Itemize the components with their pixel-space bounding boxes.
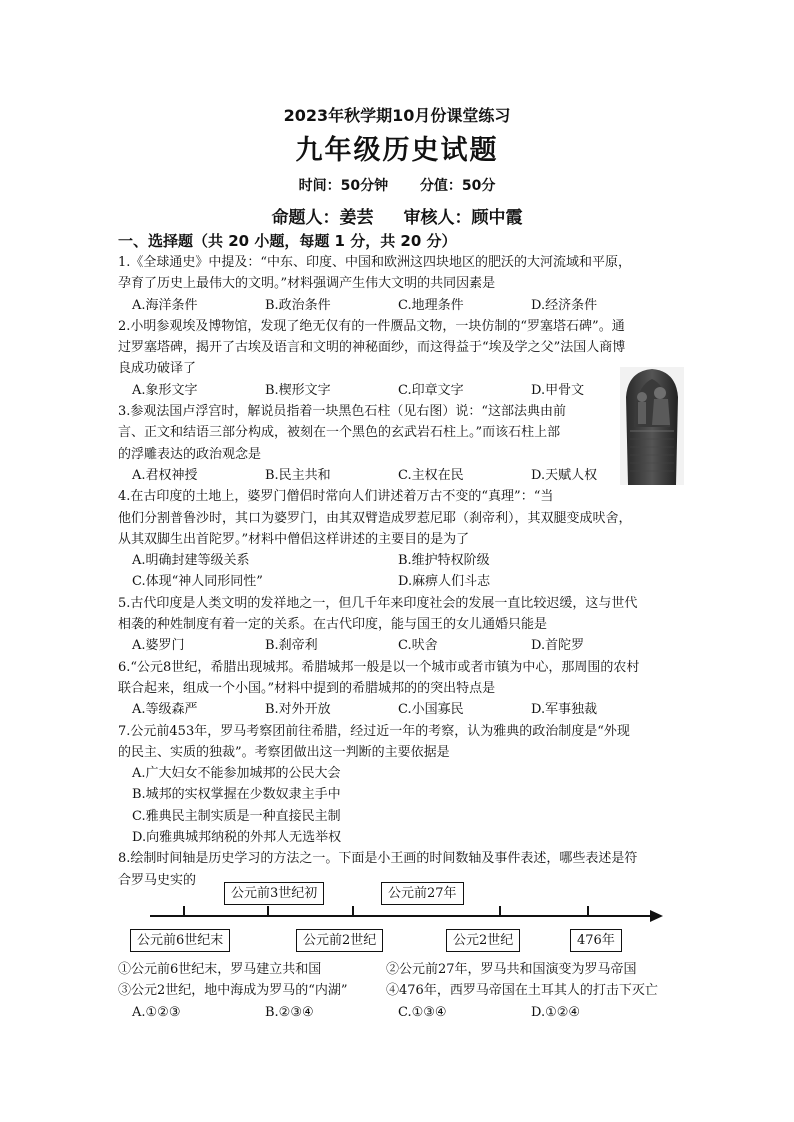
question-5: [118, 593, 678, 657]
option-b: B.对外开放: [265, 702, 331, 718]
question-line: 7.公元前453年，罗马考察团前往希腊，经过近一年的考察，认为雅典的政治制度是“外现: [118, 723, 630, 739]
question-line: 过罗塞塔碑，揭开了古埃及语言和文明的神秘面纱，而这得益于“埃及学之父”法国人商博: [118, 340, 626, 356]
statement-1: ①公元前6世纪末，罗马建立共和国: [118, 962, 322, 977]
exam-meta: [0, 175, 794, 195]
exam-title: 九年级历史试题: [295, 135, 499, 166]
exam-score: 分值：50分: [419, 178, 496, 194]
timeline-label-2nd-century-bc: 公元前2世纪: [296, 929, 383, 952]
question-line: 5.古代印度是人类文明的发祥地之一，但几千年来印度社会的发展一直比较迟缓，这与世代: [118, 595, 638, 611]
timeline-label-27bc: 公元前27年: [381, 882, 464, 905]
question-line: 孕育了历史上最伟大的文明。”材料强调产生伟大文明的共同因素是: [118, 276, 496, 292]
statement-2: ②公元前27年，罗马共和国演变为罗马帝国: [386, 962, 637, 977]
question-line: 的民主、实质的独裁”。考察团做出这一判断的主要依据是: [118, 744, 450, 760]
option-c: C.主权在民: [398, 467, 464, 483]
timeline-label-3rd-century-bc: 公元前3世纪初: [224, 882, 324, 905]
statement-4: ④476年，西罗马帝国在土耳其人的打击下灭亡: [386, 983, 658, 999]
options: [118, 1002, 678, 1023]
timeline-label-476: 476年: [570, 929, 622, 952]
statement-3: ③公元2世纪，地中海成为罗马的“内湖”: [118, 983, 348, 999]
option-c: C.吠舍: [398, 638, 438, 654]
options: [118, 699, 678, 720]
option-d: D.甲骨文: [531, 382, 585, 398]
question-list: [118, 252, 678, 891]
option-a: A.①②③: [132, 1004, 181, 1020]
option-c: C.印章文字: [398, 382, 464, 398]
question-line: 1.《全球通史》中提及：“中东、印度、中国和欧洲这四块地区的肥沃的大河流域和平原，: [118, 255, 632, 270]
question-1: [118, 252, 678, 316]
question-line: 联合起来，组成一个小国。”材料中提到的希腊城邦的的突出特点是: [118, 680, 496, 696]
question-2: [118, 316, 678, 401]
question-7: [118, 721, 678, 849]
exam-authors: [0, 203, 794, 228]
option-b: B.刹帝利: [265, 638, 318, 654]
question-line: 3.参观法国卢浮宫时，解说员指着一块黑色石柱（见右图）说：“这部法典由前: [118, 404, 567, 420]
question-line: 合罗马史实的: [118, 872, 197, 888]
options: [118, 295, 678, 316]
option-d: D.军事独裁: [531, 702, 598, 718]
option-c: C.地理条件: [398, 297, 464, 313]
options: [118, 763, 678, 848]
option-a: A.婆罗门: [132, 638, 185, 654]
option-b: B.政治条件: [265, 297, 331, 313]
timeline-label-2nd-century-ad: 公元2世纪: [446, 929, 520, 952]
question-line: 良成功破译了: [118, 361, 197, 377]
option-c: C.小国寡民: [398, 702, 464, 718]
option-a: A.海洋条件: [132, 297, 198, 313]
option-a: A.明确封建等级关系: [132, 553, 250, 569]
question-line: 从其双脚生出首陀罗。”材料中僧侣这样讲述的主要目的是为了: [118, 531, 470, 547]
exam-author: 命题人：姜芸: [271, 208, 374, 228]
option-b: B.②③④: [265, 1004, 314, 1020]
option-a: A.等级森严: [132, 702, 198, 718]
question-line: 相袭的种姓制度有着一定的关系。在古代印度，能与国王的女儿通婚只能是: [118, 617, 548, 633]
question-line: 的浮雕表达的政治观念是: [118, 446, 262, 462]
statement-row: [118, 959, 678, 980]
statement-row: [118, 980, 678, 1001]
hammurabi-stele-icon: [620, 367, 684, 485]
timeline-label-6th-century-bc: 公元前6世纪末: [130, 929, 230, 952]
options: [118, 550, 678, 593]
options: [118, 635, 678, 656]
option-d: D.①②④: [531, 1004, 581, 1020]
option-c: C.体现“神人同形同性”: [132, 574, 263, 590]
question-line: 他们分割普鲁沙时，其口为婆罗门，由其双臂造成罗惹尼耶（刹帝利），其双腿变成吠舍，: [118, 510, 632, 526]
question-line: 4.在古印度的土地上，婆罗门僧侣时常向人们讲述着万古不变的“真理”：“当: [118, 489, 554, 505]
exam-reviewer: 审核人：顾中霞: [403, 208, 523, 228]
options: [118, 465, 678, 486]
option-a: A.象形文字: [132, 382, 198, 398]
question-line: 言、正文和结语三部分构成，被刻在一个黑色的玄武岩石柱上。”而该石柱上部: [118, 425, 561, 441]
question-4: [118, 486, 678, 592]
question-line: 6.“公元8世纪，希腊出现城邦。希腊城邦一般是以一个城市或者市镇为中心，那周围的农村: [118, 659, 640, 675]
option-a: A.广大妇女不能参加城邦的公民大会: [132, 766, 341, 782]
option-b: B.民主共和: [265, 467, 331, 483]
timeline: [118, 876, 678, 956]
option-d: D.首陀罗: [531, 638, 585, 654]
question-line: 8.绘制时间轴是历史学习的方法之一。下面是小王画的时间数轴及事件表述，哪些表述是符: [118, 851, 638, 867]
option-b: B.城邦的实权掌握在少数奴隶主手中: [132, 787, 341, 803]
q8-statements: [118, 959, 678, 1023]
option-d: D.向雅典城邦纳税的外邦人无选举权: [132, 830, 342, 846]
exam-subtitle: 2023年秋学期10月份课堂练习: [283, 106, 511, 125]
question-6: [118, 657, 678, 721]
section-title: 一、选择题（共 20 小题，每题 1 分，共 20 分）: [118, 232, 457, 250]
option-a: A.君权神授: [132, 467, 198, 483]
option-d: D.经济条件: [531, 297, 598, 313]
option-c: C.雅典民主制实质是一种直接民主制: [132, 808, 341, 824]
question-3: [118, 401, 678, 486]
option-d: D.麻痹人们斗志: [398, 574, 491, 590]
option-c: C.①③④: [398, 1004, 447, 1020]
question-line: 2.小明参观埃及博物馆，发现了绝无仅有的一件赝品文物，一块仿制的“罗塞塔石碑”。通: [118, 318, 625, 334]
option-d: D.天赋人权: [531, 467, 598, 483]
option-b: B.维护特权阶级: [398, 553, 490, 569]
exam-time: 时间：50分钟: [298, 178, 389, 194]
option-b: B.楔形文字: [265, 382, 331, 398]
options: [118, 380, 678, 401]
